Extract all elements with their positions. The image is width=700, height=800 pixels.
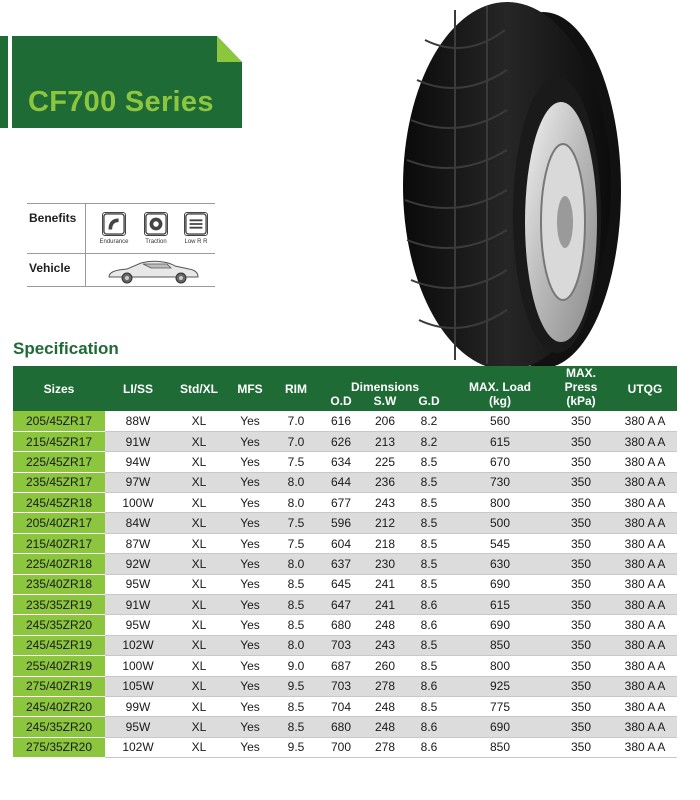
cell-utqg: 380 A A xyxy=(613,554,677,574)
header-utqg: UTQG xyxy=(613,366,677,411)
cell-od: 645 xyxy=(319,574,363,594)
cell-gd: 8.5 xyxy=(407,493,451,513)
cell-gd: 8.5 xyxy=(407,574,451,594)
cell-sw: 241 xyxy=(363,574,407,594)
series-title: CF700 Series xyxy=(28,86,214,118)
cell-utqg: 380 A A xyxy=(613,635,677,655)
cell-std-xl: XL xyxy=(171,554,227,574)
cell-mfs: Yes xyxy=(227,452,273,472)
header-gd: G.D xyxy=(407,394,451,411)
cell-size: 235/40ZR18 xyxy=(13,574,105,594)
cell-max-press: 350 xyxy=(549,595,613,615)
header-sizes: Sizes xyxy=(13,366,105,411)
header-max-load: MAX. Load xyxy=(451,366,549,394)
cell-max-press: 350 xyxy=(549,737,613,757)
cell-li-ss: 100W xyxy=(105,493,171,513)
cell-max-load: 730 xyxy=(451,472,549,492)
cell-od: 680 xyxy=(319,615,363,635)
cell-max-load: 925 xyxy=(451,676,549,696)
cell-mfs: Yes xyxy=(227,574,273,594)
cell-li-ss: 105W xyxy=(105,676,171,696)
cell-mfs: Yes xyxy=(227,533,273,553)
cell-li-ss: 91W xyxy=(105,595,171,615)
banner-accent-stripe xyxy=(0,36,8,128)
cell-std-xl: XL xyxy=(171,656,227,676)
cell-max-load: 670 xyxy=(451,452,549,472)
cell-rim: 8.5 xyxy=(273,595,319,615)
cell-utqg: 380 A A xyxy=(613,737,677,757)
cell-rim: 9.5 xyxy=(273,676,319,696)
cell-mfs: Yes xyxy=(227,411,273,431)
low-rolling-resistance-icon xyxy=(184,212,208,236)
divider xyxy=(85,204,86,253)
cell-rim: 8.5 xyxy=(273,696,319,716)
tire-image xyxy=(395,0,625,368)
cell-utqg: 380 A A xyxy=(613,615,677,635)
cell-li-ss: 92W xyxy=(105,554,171,574)
cell-max-press: 350 xyxy=(549,411,613,431)
cell-sw: 213 xyxy=(363,431,407,451)
cell-size: 275/35ZR20 xyxy=(13,737,105,757)
benefits-vehicle-panel xyxy=(27,203,215,287)
cell-gd: 8.5 xyxy=(407,452,451,472)
cell-sw: 212 xyxy=(363,513,407,533)
cell-li-ss: 97W xyxy=(105,472,171,492)
cell-rim: 9.5 xyxy=(273,737,319,757)
cell-sw: 218 xyxy=(363,533,407,553)
cell-rim: 8.5 xyxy=(273,615,319,635)
benefit-label: Low R R xyxy=(184,239,208,245)
cell-od: 637 xyxy=(319,554,363,574)
cell-li-ss: 99W xyxy=(105,696,171,716)
cell-od: 634 xyxy=(319,452,363,472)
header-dimensions: Dimensions xyxy=(319,366,451,394)
cell-mfs: Yes xyxy=(227,696,273,716)
cell-size: 245/35ZR20 xyxy=(13,717,105,737)
cell-sw: 241 xyxy=(363,595,407,615)
cell-od: 626 xyxy=(319,431,363,451)
cell-size: 205/40ZR17 xyxy=(13,513,105,533)
cell-max-press: 350 xyxy=(549,493,613,513)
header-rim: RIM xyxy=(273,366,319,411)
table-row xyxy=(13,635,677,655)
cell-od: 703 xyxy=(319,635,363,655)
cell-utqg: 380 A A xyxy=(613,472,677,492)
cell-size: 255/40ZR19 xyxy=(13,656,105,676)
cell-size: 245/35ZR20 xyxy=(13,615,105,635)
cell-li-ss: 88W xyxy=(105,411,171,431)
cell-size: 245/40ZR20 xyxy=(13,696,105,716)
cell-sw: 278 xyxy=(363,737,407,757)
cell-gd: 8.5 xyxy=(407,554,451,574)
cell-size: 215/45ZR17 xyxy=(13,431,105,451)
table-row xyxy=(13,595,677,615)
cell-size: 215/40ZR17 xyxy=(13,533,105,553)
cell-rim: 8.0 xyxy=(273,554,319,574)
cell-utqg: 380 A A xyxy=(613,717,677,737)
cell-max-load: 850 xyxy=(451,635,549,655)
cell-utqg: 380 A A xyxy=(613,595,677,615)
cell-sw: 243 xyxy=(363,493,407,513)
benefit-traction xyxy=(135,212,177,245)
cell-max-press: 350 xyxy=(549,533,613,553)
cell-rim: 8.5 xyxy=(273,717,319,737)
cell-utqg: 380 A A xyxy=(613,431,677,451)
cell-size: 225/40ZR18 xyxy=(13,554,105,574)
cell-sw: 278 xyxy=(363,676,407,696)
cell-gd: 8.6 xyxy=(407,595,451,615)
cell-li-ss: 95W xyxy=(105,717,171,737)
cell-utqg: 380 A A xyxy=(613,493,677,513)
cell-li-ss: 102W xyxy=(105,635,171,655)
traction-icon xyxy=(144,212,168,236)
cell-rim: 7.5 xyxy=(273,513,319,533)
cell-max-load: 560 xyxy=(451,411,549,431)
cell-mfs: Yes xyxy=(227,635,273,655)
cell-utqg: 380 A A xyxy=(613,574,677,594)
table-row xyxy=(13,656,677,676)
cell-utqg: 380 A A xyxy=(613,656,677,676)
cell-rim: 7.0 xyxy=(273,411,319,431)
table-row xyxy=(13,717,677,737)
sports-car-icon xyxy=(105,258,201,284)
cell-od: 616 xyxy=(319,411,363,431)
table-row xyxy=(13,472,677,492)
cell-mfs: Yes xyxy=(227,493,273,513)
divider xyxy=(85,254,86,286)
table-row xyxy=(13,513,677,533)
cell-od: 700 xyxy=(319,737,363,757)
cell-max-press: 350 xyxy=(549,635,613,655)
cell-utqg: 380 A A xyxy=(613,513,677,533)
cell-max-load: 690 xyxy=(451,574,549,594)
cell-gd: 8.2 xyxy=(407,431,451,451)
specification-table xyxy=(13,366,677,758)
banner-corner-fold xyxy=(217,36,242,62)
cell-od: 687 xyxy=(319,656,363,676)
cell-size: 235/35ZR19 xyxy=(13,595,105,615)
cell-utqg: 380 A A xyxy=(613,411,677,431)
cell-size: 245/45ZR19 xyxy=(13,635,105,655)
cell-od: 647 xyxy=(319,595,363,615)
cell-std-xl: XL xyxy=(171,615,227,635)
cell-utqg: 380 A A xyxy=(613,676,677,696)
table-row xyxy=(13,574,677,594)
cell-size: 205/45ZR17 xyxy=(13,411,105,431)
table-row xyxy=(13,431,677,451)
table-row xyxy=(13,676,677,696)
cell-max-press: 350 xyxy=(549,472,613,492)
benefits-row xyxy=(27,203,215,253)
cell-std-xl: XL xyxy=(171,472,227,492)
cell-max-load: 800 xyxy=(451,656,549,676)
endurance-icon xyxy=(102,212,126,236)
cell-std-xl: XL xyxy=(171,431,227,451)
cell-mfs: Yes xyxy=(227,656,273,676)
cell-rim: 8.0 xyxy=(273,472,319,492)
cell-li-ss: 87W xyxy=(105,533,171,553)
cell-max-press: 350 xyxy=(549,554,613,574)
cell-od: 677 xyxy=(319,493,363,513)
cell-max-load: 690 xyxy=(451,615,549,635)
cell-li-ss: 100W xyxy=(105,656,171,676)
cell-rim: 7.0 xyxy=(273,431,319,451)
cell-max-load: 850 xyxy=(451,737,549,757)
cell-rim: 7.5 xyxy=(273,533,319,553)
cell-std-xl: XL xyxy=(171,533,227,553)
cell-mfs: Yes xyxy=(227,717,273,737)
cell-size: 245/45ZR18 xyxy=(13,493,105,513)
cell-rim: 8.5 xyxy=(273,574,319,594)
vehicle-row xyxy=(27,253,215,287)
table-row xyxy=(13,452,677,472)
cell-std-xl: XL xyxy=(171,452,227,472)
cell-max-press: 350 xyxy=(549,452,613,472)
cell-std-xl: XL xyxy=(171,595,227,615)
cell-max-press: 350 xyxy=(549,431,613,451)
benefit-endurance xyxy=(93,212,135,245)
cell-max-press: 350 xyxy=(549,574,613,594)
cell-max-press: 350 xyxy=(549,676,613,696)
cell-od: 596 xyxy=(319,513,363,533)
cell-max-load: 775 xyxy=(451,696,549,716)
table-row xyxy=(13,615,677,635)
table-row xyxy=(13,696,677,716)
benefit-low-rr xyxy=(175,212,217,245)
cell-max-press: 350 xyxy=(549,615,613,635)
header-mfs: MFS xyxy=(227,366,273,411)
cell-mfs: Yes xyxy=(227,431,273,451)
cell-mfs: Yes xyxy=(227,737,273,757)
table-header-row xyxy=(13,366,677,394)
cell-gd: 8.5 xyxy=(407,472,451,492)
specification-title: Specification xyxy=(13,339,119,358)
cell-gd: 8.6 xyxy=(407,676,451,696)
cell-size: 275/40ZR19 xyxy=(13,676,105,696)
header-max-press: MAX. Press xyxy=(549,366,613,394)
header-sw: S.W xyxy=(363,394,407,411)
header-li-ss: LI/SS xyxy=(105,366,171,411)
cell-std-xl: XL xyxy=(171,696,227,716)
table-body xyxy=(13,411,677,758)
cell-utqg: 380 A A xyxy=(613,696,677,716)
header-od: O.D xyxy=(319,394,363,411)
table-row xyxy=(13,411,677,431)
cell-sw: 248 xyxy=(363,615,407,635)
header-max-load-unit: (kg) xyxy=(451,394,549,411)
cell-size: 225/45ZR17 xyxy=(13,452,105,472)
cell-gd: 8.2 xyxy=(407,411,451,431)
cell-max-press: 350 xyxy=(549,513,613,533)
cell-rim: 9.0 xyxy=(273,656,319,676)
cell-utqg: 380 A A xyxy=(613,452,677,472)
cell-od: 704 xyxy=(319,696,363,716)
table-row xyxy=(13,493,677,513)
header-max-press-unit: (kPa) xyxy=(549,394,613,411)
cell-size: 235/45ZR17 xyxy=(13,472,105,492)
cell-std-xl: XL xyxy=(171,635,227,655)
cell-gd: 8.5 xyxy=(407,533,451,553)
cell-max-load: 615 xyxy=(451,431,549,451)
cell-mfs: Yes xyxy=(227,472,273,492)
cell-sw: 230 xyxy=(363,554,407,574)
cell-max-press: 350 xyxy=(549,717,613,737)
cell-gd: 8.6 xyxy=(407,737,451,757)
cell-gd: 8.6 xyxy=(407,615,451,635)
cell-sw: 248 xyxy=(363,717,407,737)
benefits-label: Benefits xyxy=(29,211,77,225)
cell-od: 604 xyxy=(319,533,363,553)
cell-utqg: 380 A A xyxy=(613,533,677,553)
cell-rim: 7.5 xyxy=(273,452,319,472)
cell-std-xl: XL xyxy=(171,411,227,431)
cell-std-xl: XL xyxy=(171,717,227,737)
table-row xyxy=(13,737,677,757)
cell-max-press: 350 xyxy=(549,696,613,716)
cell-sw: 248 xyxy=(363,696,407,716)
cell-li-ss: 95W xyxy=(105,615,171,635)
cell-max-load: 500 xyxy=(451,513,549,533)
cell-li-ss: 95W xyxy=(105,574,171,594)
cell-gd: 8.5 xyxy=(407,513,451,533)
cell-li-ss: 84W xyxy=(105,513,171,533)
cell-mfs: Yes xyxy=(227,554,273,574)
cell-mfs: Yes xyxy=(227,615,273,635)
cell-sw: 260 xyxy=(363,656,407,676)
cell-max-load: 630 xyxy=(451,554,549,574)
cell-std-xl: XL xyxy=(171,574,227,594)
cell-mfs: Yes xyxy=(227,513,273,533)
cell-gd: 8.5 xyxy=(407,635,451,655)
cell-li-ss: 102W xyxy=(105,737,171,757)
cell-std-xl: XL xyxy=(171,513,227,533)
cell-li-ss: 91W xyxy=(105,431,171,451)
table-row xyxy=(13,533,677,553)
cell-od: 680 xyxy=(319,717,363,737)
cell-gd: 8.5 xyxy=(407,696,451,716)
cell-std-xl: XL xyxy=(171,737,227,757)
cell-gd: 8.5 xyxy=(407,656,451,676)
cell-li-ss: 94W xyxy=(105,452,171,472)
cell-sw: 243 xyxy=(363,635,407,655)
cell-rim: 8.0 xyxy=(273,635,319,655)
cell-gd: 8.6 xyxy=(407,717,451,737)
cell-std-xl: XL xyxy=(171,493,227,513)
cell-rim: 8.0 xyxy=(273,493,319,513)
cell-max-load: 800 xyxy=(451,493,549,513)
cell-sw: 236 xyxy=(363,472,407,492)
cell-max-load: 690 xyxy=(451,717,549,737)
cell-mfs: Yes xyxy=(227,676,273,696)
cell-sw: 206 xyxy=(363,411,407,431)
vehicle-label: Vehicle xyxy=(29,261,71,275)
cell-od: 644 xyxy=(319,472,363,492)
cell-od: 703 xyxy=(319,676,363,696)
cell-mfs: Yes xyxy=(227,595,273,615)
cell-sw: 225 xyxy=(363,452,407,472)
cell-max-press: 350 xyxy=(549,656,613,676)
benefit-label: Endurance xyxy=(99,239,129,245)
header-std-xl: Std/XL xyxy=(171,366,227,411)
table-row xyxy=(13,554,677,574)
cell-max-load: 545 xyxy=(451,533,549,553)
benefit-label: Traction xyxy=(145,239,167,245)
cell-std-xl: XL xyxy=(171,676,227,696)
cell-max-load: 615 xyxy=(451,595,549,615)
